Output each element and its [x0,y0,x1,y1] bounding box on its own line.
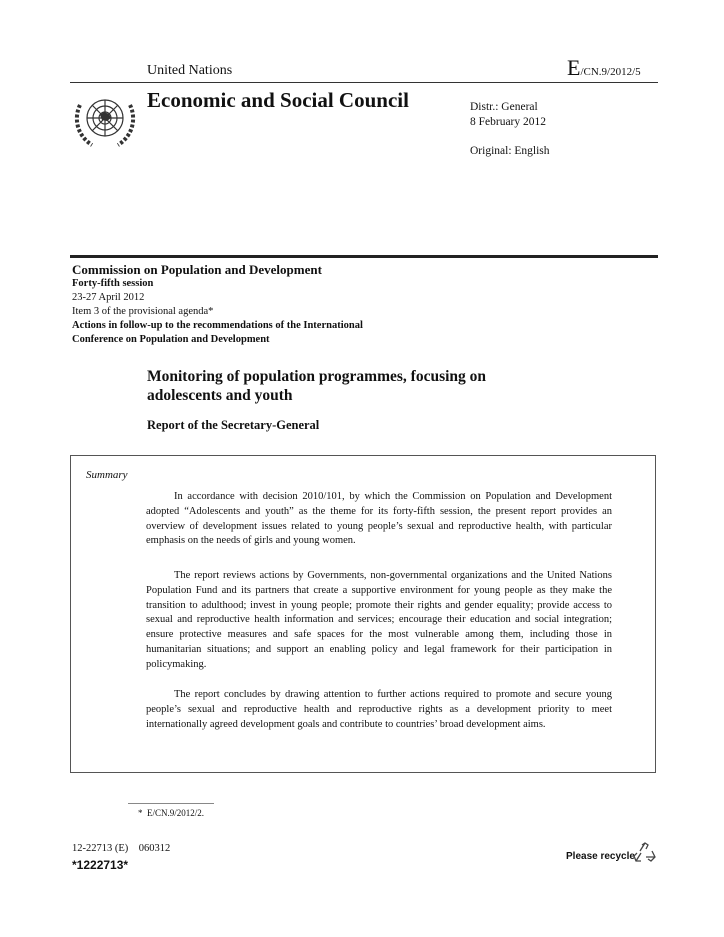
summary-paragraph-1 [146,490,612,549]
recycle-label: Please recycle [566,851,635,862]
original-language: Original: English [470,145,550,157]
title-line1: Monitoring of population programmes, focusing on [147,368,487,385]
session-name: Forty-fifth session [72,278,154,289]
footnote: * E/CN.9/2012/2. [138,808,205,818]
council-name: Economic and Social Council [147,88,409,112]
job-number: 12-22713 (E) 060312 [72,843,171,854]
organization-name: United Nations [147,63,233,78]
document-symbol [567,55,641,81]
report-subtitle: Report of the Secretary-General [147,418,320,432]
header-rule [70,82,658,83]
un-emblem-icon [72,91,138,149]
distribution: Distr.: General [470,101,538,113]
summary-paragraph-2 [146,569,612,673]
agenda-title-line1: Actions in follow-up to the recommendations of the International [72,320,363,331]
agenda-title-line2: Conference on Population and Development [72,334,270,345]
footnote-rule [128,803,214,804]
session-dates: 23-27 April 2012 [72,292,145,303]
commission-name: Commission on Population and Development [72,262,322,277]
symbol-prefix: E [567,55,581,80]
summary-paragraph-text: The report concludes by drawing attention to further actions required to promote and secure young people’s sexual and reproductive health and reproductive rights as a development priority to meet internationally agreed development goals and contribute to countries’ broad development aims. [146,689,612,730]
agenda-item: Item 3 of the provisional agenda* [72,306,214,317]
recycle-icon [633,842,657,864]
document-title [147,367,547,405]
summary-paragraph-3 [146,688,612,732]
summary-paragraph-text: The report reviews actions by Governments, non-governmental organizations and the United Nations Population Fund and its partners that create a supportive environment for young people as they make the transition to adulthood; invest in young people; promote their rights and gender equality; provide access to sexual and reproductive health information and services; encourage their education and social integration; ensure protective measures and safe spaces for the most vulnerable among them, including those in humanitarian situations; and support an enabling policy and legal framework for their participation in policymaking. [146,570,612,670]
section-rule [70,255,658,258]
summary-paragraph-text: In accordance with decision 2010/101, by which the Commission on Population and Development adopted “Adolescents and youth” as the theme for its forty-fifth session, the present report provides an overview of development issues related to young people’s sexual and reproductive health, with particular emphasis on the needs of girls and young women. [146,491,612,547]
summary-label: Summary [86,469,128,481]
issue-date: 8 February 2012 [470,116,547,128]
barcode-text: *1222713* [72,858,129,872]
symbol-number: /CN.9/2012/5 [580,66,641,78]
title-line2: adolescents and youth [147,387,293,404]
